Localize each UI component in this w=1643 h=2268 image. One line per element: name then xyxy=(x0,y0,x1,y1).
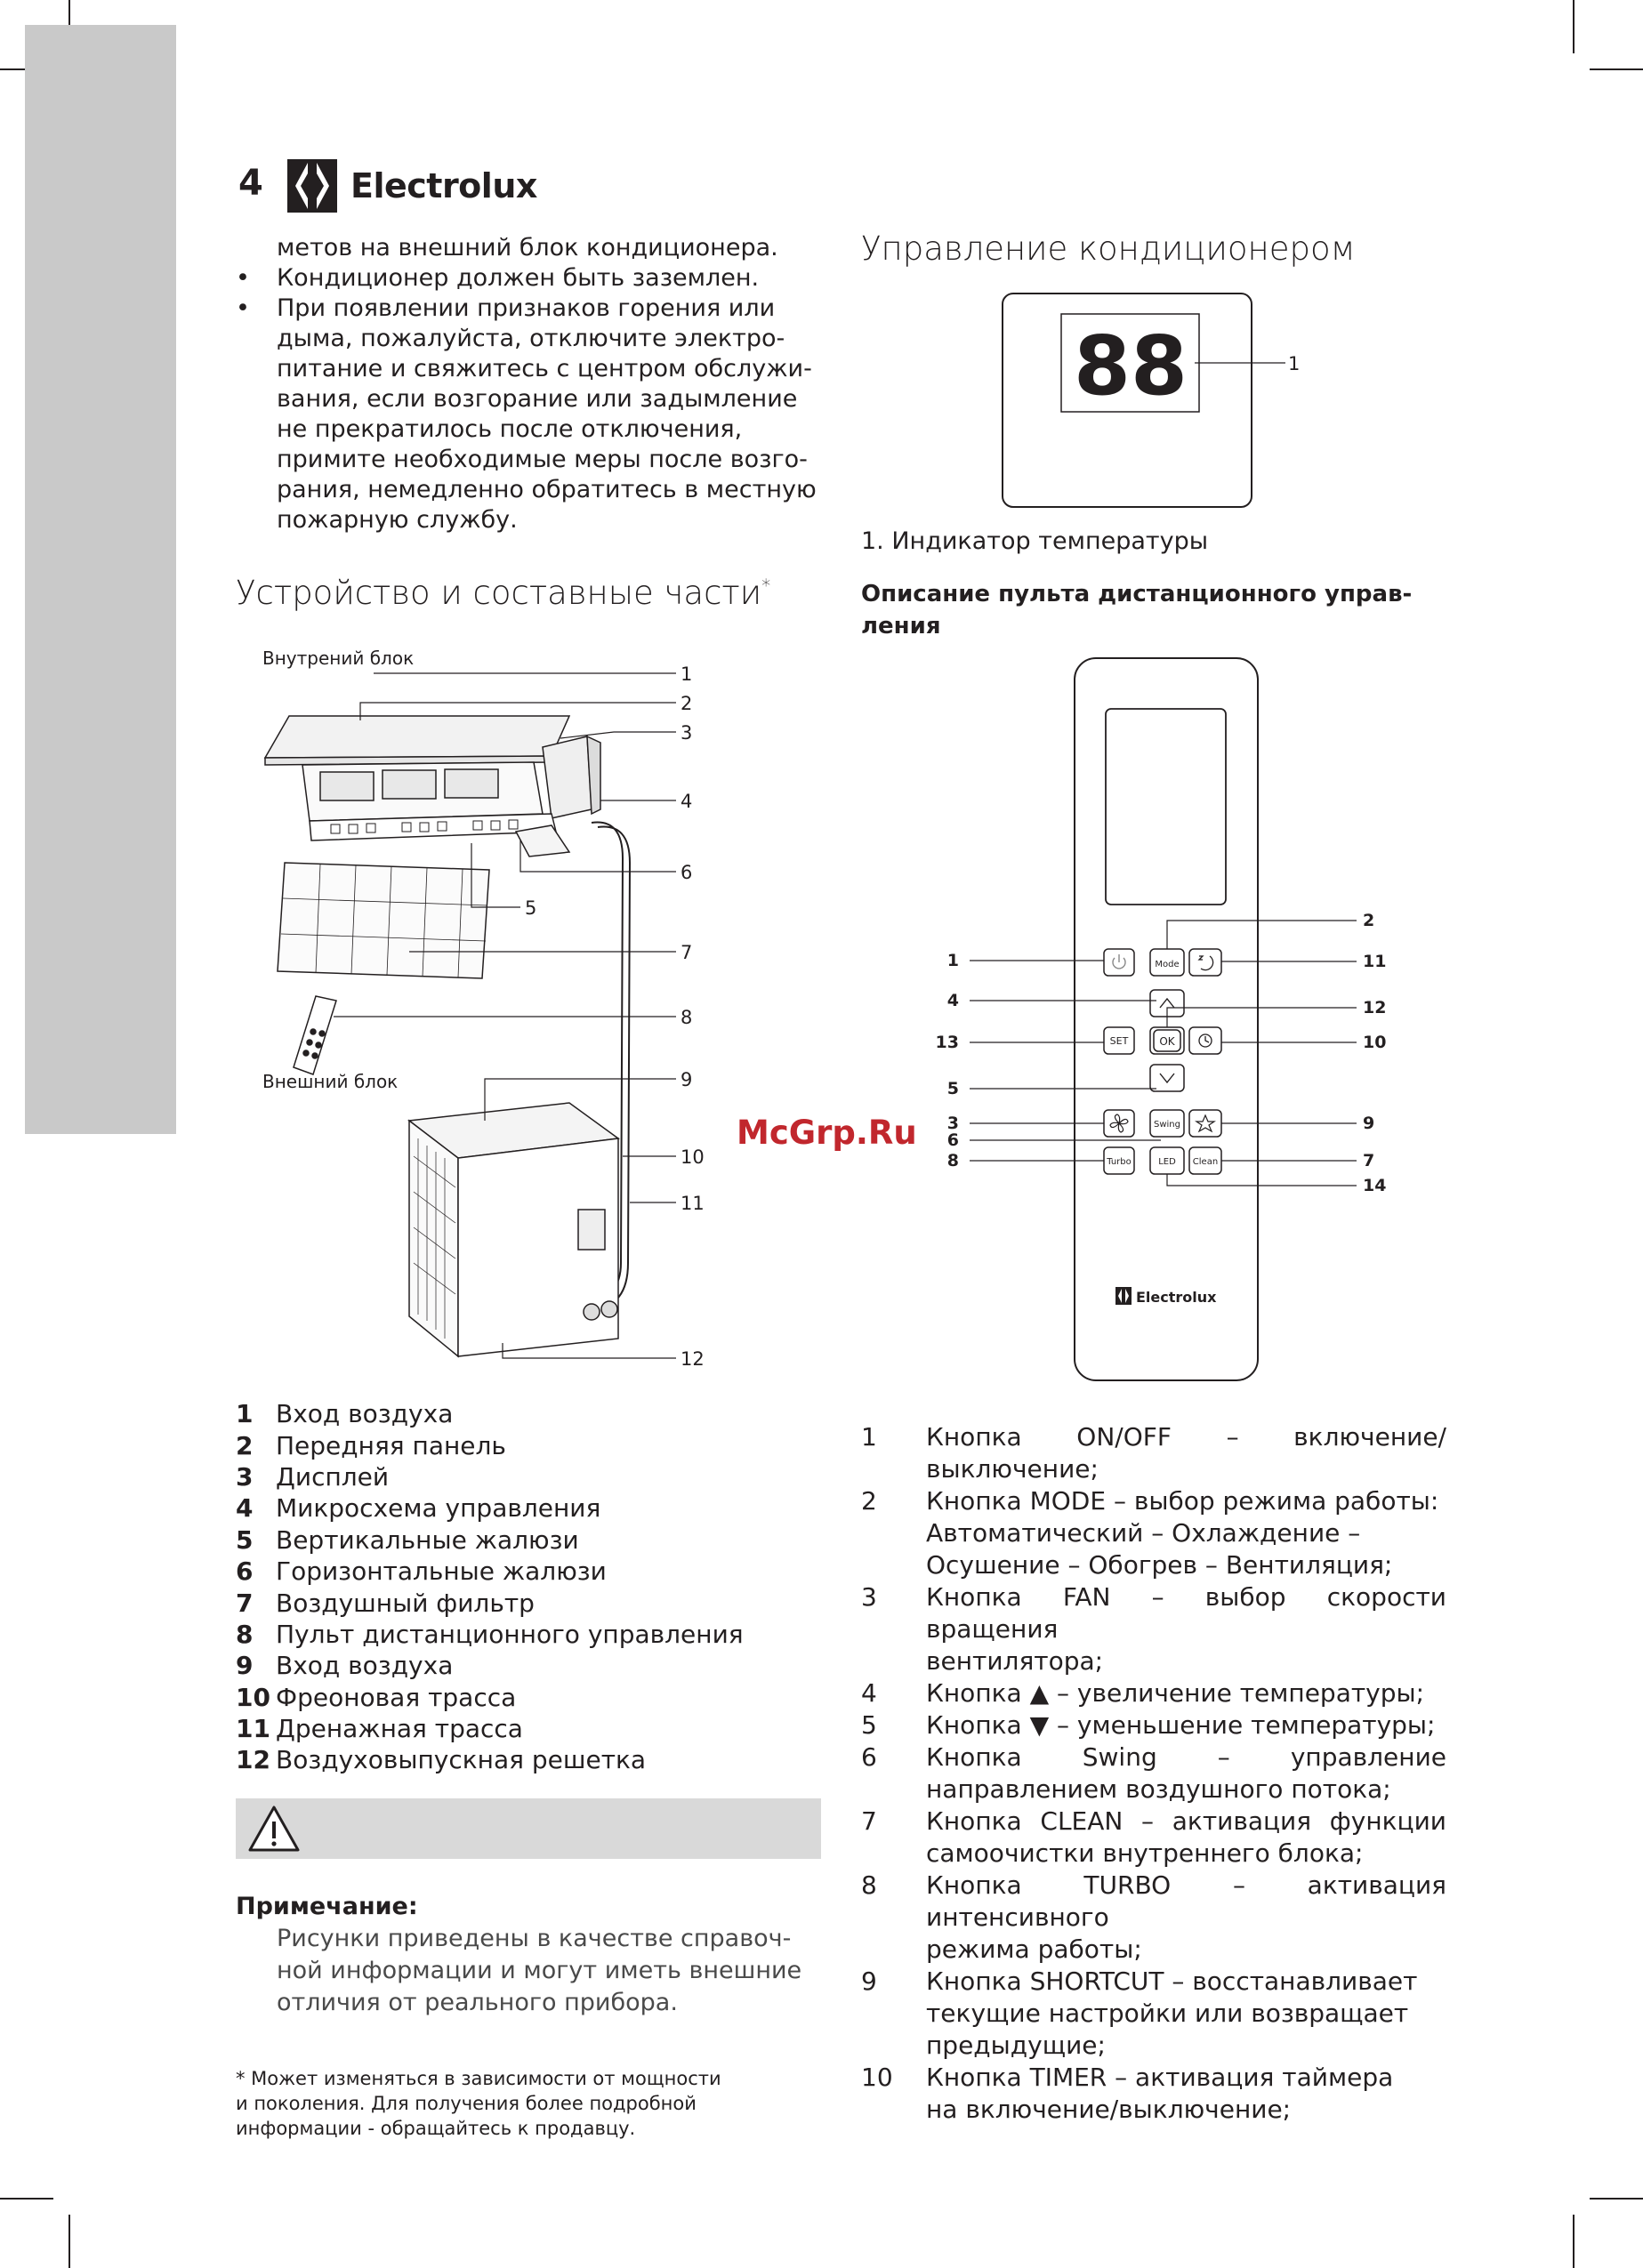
svg-text:2: 2 xyxy=(1363,911,1375,930)
warning-bar xyxy=(236,1798,821,1859)
list-item: 4 Кнопка ▲ – увеличение температуры; xyxy=(861,1678,1425,1708)
callout-7: 7 xyxy=(681,942,693,963)
crop-mark xyxy=(68,2215,70,2268)
svg-text:10: 10 xyxy=(1363,1033,1387,1052)
svg-text:13: 13 xyxy=(935,1033,959,1052)
air-filter-drawing xyxy=(278,863,489,978)
callout-3: 3 xyxy=(681,722,693,744)
warning-triangle-icon xyxy=(243,1798,305,1859)
callout-9: 9 xyxy=(681,1069,693,1090)
svg-text:5: 5 xyxy=(946,1079,959,1098)
remote-logo xyxy=(1115,1287,1132,1305)
brand-logo xyxy=(286,157,537,215)
callout-2: 2 xyxy=(681,693,693,714)
display-callout: 1 xyxy=(1288,353,1301,374)
callout-10: 10 xyxy=(681,1146,705,1168)
list-item: 1 Вход воздуха xyxy=(236,1399,454,1429)
list-item: 3 Кнопка FAN – выбор скорости вращения вентилятора; xyxy=(861,1582,1446,1676)
bullet-text: При появлении признаков горения или дыма, пожалуйста, отключите электро- питание и свяжитесь с центром обслужи- вания, если возгорание или задымление не прекратилось после отключения, примите необходимые меры после возго- рания, немедленно обратитесь в местную пожарную службу. xyxy=(277,294,817,534)
outdoor-unit-label: Внешний блок xyxy=(262,1071,399,1092)
mode-label: Mode xyxy=(1155,960,1180,969)
svg-text:4: 4 xyxy=(946,991,959,1010)
parts-list xyxy=(236,1398,841,1776)
section-title-control: Управление кондиционером xyxy=(861,229,1356,268)
page-number: 4 xyxy=(238,163,263,204)
turbo-label: Turbo xyxy=(1107,1157,1132,1167)
side-tab xyxy=(25,25,176,1134)
list-item: 3 Дисплей xyxy=(236,1461,390,1492)
brand-name: Electrolux xyxy=(350,166,537,205)
small-remote-drawing xyxy=(294,996,336,1074)
bullet-text: Кондиционер должен быть заземлен. xyxy=(277,264,760,292)
svg-text:11: 11 xyxy=(1363,952,1387,971)
svg-text:6: 6 xyxy=(946,1130,959,1150)
list-item: 4 Микросхема управления xyxy=(236,1493,601,1524)
remote-button-list xyxy=(861,1421,1446,2126)
svg-text:3: 3 xyxy=(946,1114,959,1133)
crop-mark xyxy=(1573,0,1575,53)
callout-5: 5 xyxy=(525,897,537,919)
list-item: 7 Воздушный фильтр xyxy=(236,1588,535,1618)
remote-control-diagram xyxy=(935,654,1397,1392)
remote-brand: Electrolux xyxy=(1136,1289,1217,1306)
list-item: 9 Вход воздуха xyxy=(236,1651,454,1681)
indoor-unit-drawing xyxy=(265,716,600,857)
svg-text:1: 1 xyxy=(946,951,959,970)
section-title-device: Устройство и составные части* xyxy=(236,574,771,612)
intro-continuation: метов на внешний блок кондиционера. xyxy=(277,234,778,261)
clean-label: Clean xyxy=(1192,1157,1219,1167)
callout-4: 4 xyxy=(681,791,693,812)
note-title: Примечание: xyxy=(236,1893,418,1920)
callout-1: 1 xyxy=(681,664,693,685)
crop-mark xyxy=(1590,68,1643,70)
list-item: 11 Дренажная трасса xyxy=(236,1714,523,1744)
svg-text:9: 9 xyxy=(1363,1114,1375,1133)
svg-text:7: 7 xyxy=(1363,1151,1375,1170)
list-item: 1 Кнопка ON/OFF – включение/ выключение; xyxy=(861,1422,1446,1484)
svg-text:12: 12 xyxy=(1363,998,1387,1017)
outdoor-unit-drawing xyxy=(409,1103,618,1356)
list-item: 8 Пульт дистанционного управления xyxy=(236,1619,744,1649)
bullet-item: • При появлении признаков горения или дыма, пожалуйста, отключите электро- питание и свяжитесь с центром обслужи- вания, если возгорание или задымление не прекратилось после отключения, примите необходимые меры после возго- рания, немедленно обратитесь в местную пожарную службу. xyxy=(236,294,817,534)
crop-mark xyxy=(1590,2198,1643,2200)
list-item: 12 Воздуховыпускная решетка xyxy=(236,1745,647,1775)
list-item: 8 Кнопка TURBO – активация интенсивного режима работы; xyxy=(861,1870,1446,1964)
list-item: 9 Кнопка SHORTCUT – восстанавливает текущие настройки или возвращает предыдущие; xyxy=(861,1966,1418,2060)
svg-text:14: 14 xyxy=(1363,1176,1387,1195)
watermark: McGrp.Ru xyxy=(737,1114,917,1152)
temperature-digits: 88 xyxy=(1073,318,1188,414)
remote-title: Описание пульта дистанционного управ- ления xyxy=(861,581,1413,639)
list-item: 6 Горизонтальные жалюзи xyxy=(236,1556,607,1587)
led-label: LED xyxy=(1158,1157,1176,1167)
sleep-button xyxy=(1189,949,1221,976)
list-item: 7 Кнопка CLEAN – активация функции самоочистки внутреннего блока; xyxy=(861,1806,1446,1868)
bullet-item: • Кондиционер должен быть заземлен. xyxy=(236,264,760,292)
callout-11: 11 xyxy=(681,1193,705,1214)
intro-text xyxy=(236,233,823,535)
list-item: 5 Кнопка ▼ – уменьшение температуры; xyxy=(861,1710,1436,1740)
note-body: Рисунки приведены в качестве справоч- ной информации и могут иметь внешние отличия от реального прибора. xyxy=(277,1925,802,2016)
crop-mark xyxy=(1573,2215,1575,2268)
list-item: 6 Кнопка Swing – управление направлением воздушного потока; xyxy=(861,1742,1446,1804)
callout-8: 8 xyxy=(681,1007,693,1028)
crop-mark xyxy=(0,2198,53,2200)
electrolux-logo-icon xyxy=(286,158,338,213)
display-caption: 1. Индикатор температуры xyxy=(861,527,1209,555)
list-item: 2 Кнопка MODE – выбор режима работы: Автоматический – Охлаждение – Осушение – Обогрев – Вентиляция; xyxy=(861,1486,1439,1580)
svg-text:8: 8 xyxy=(946,1151,959,1170)
indoor-display-diagram xyxy=(1001,292,1312,510)
device-diagram xyxy=(249,640,729,1379)
list-item: 10 Кнопка TIMER – активация таймера на включение/выключение; xyxy=(861,2063,1394,2124)
callout-6: 6 xyxy=(681,862,693,883)
callout-12: 12 xyxy=(681,1348,705,1370)
indoor-unit-label: Внутрений блок xyxy=(262,647,415,669)
list-item: 5 Вертикальные жалюзи xyxy=(236,1524,579,1555)
down-button xyxy=(1150,1065,1184,1091)
swing-label: Swing xyxy=(1154,1120,1180,1130)
set-label: SET xyxy=(1109,1035,1129,1047)
ok-label: OK xyxy=(1159,1035,1175,1048)
list-item: 10 Фреоновая трасса xyxy=(236,1682,517,1712)
list-item: 2 Передняя панель xyxy=(236,1430,506,1460)
footnote: * Может изменяться в зависимости от мощности и поколения. Для получения более подробной информации - обращайтесь к продавцу. xyxy=(236,2068,721,2139)
